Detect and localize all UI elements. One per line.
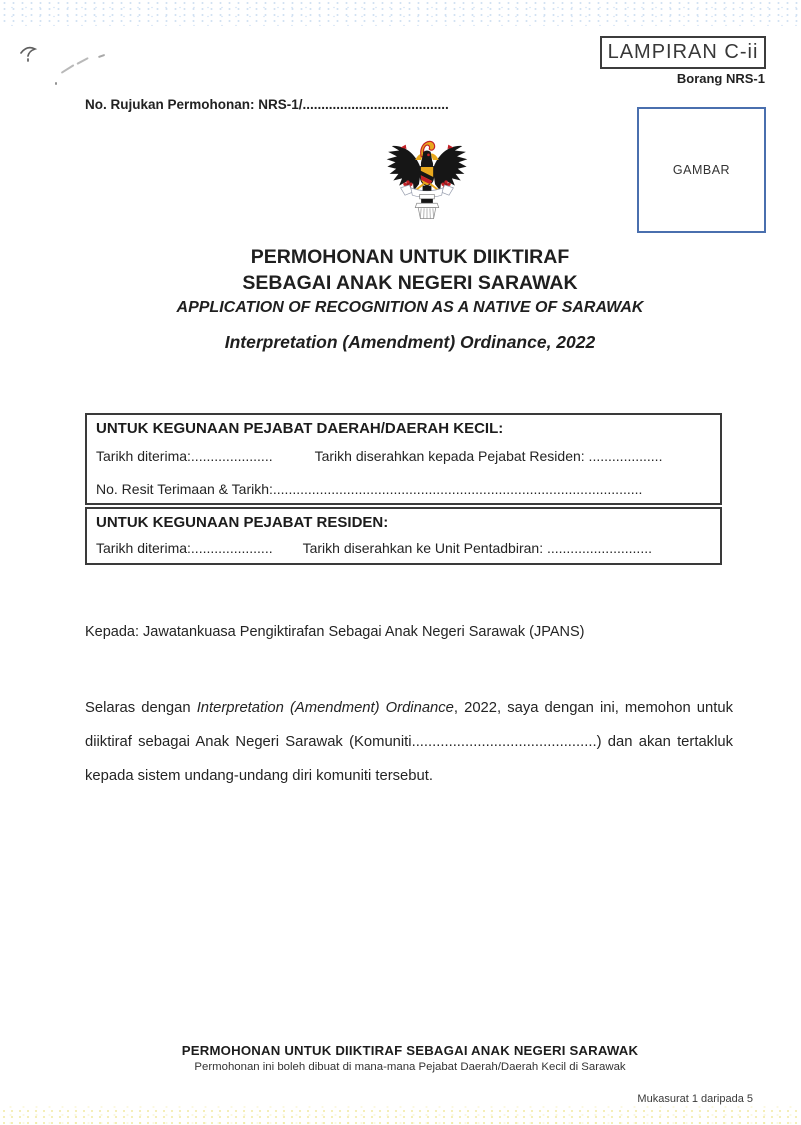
declaration-part3: , 2022, saya dengan ini, memohon untuk diiktiraf sebagai Anak Negeri Sarawak (Komuniti.............................................) dan akan tertakluk kepada sistem undang-undang diri komuniti tersebut. [85, 700, 733, 784]
application-reference-line: No. Rujukan Permohonan: NRS-1/....................................... [85, 97, 449, 112]
resident-received-date-field: Tarikh diterima:..................... [96, 540, 273, 556]
resident-office-heading: UNTUK KEGUNAAN PEJABAT RESIDEN: [96, 514, 389, 531]
declaration-paragraph [85, 691, 733, 793]
footer-subtitle: Permohonan ini boleh dibuat di mana-mana Pejabat Daerah/Daerah Kecil di Sarawak [194, 1061, 626, 1073]
sarawak-crest-icon [383, 134, 471, 230]
photo-placeholder-label: GAMBAR [672, 163, 731, 177]
form-code: Borang NRS-1 [676, 71, 765, 86]
district-office-heading: UNTUK KEGUNAAN PEJABAT DAERAH/DAERAH KECIL: [96, 420, 504, 437]
title-line2: SEBAGAI ANAK NEGERI SARAWAK [242, 272, 578, 294]
ordinance-title: Interpretation (Amendment) Ordinance, 2022 [224, 332, 596, 352]
declaration-part1: Selaras dengan [85, 700, 197, 716]
district-received-date-field: Tarikh diterima:..................... [96, 448, 273, 464]
footer-block [85, 1043, 735, 1073]
district-office-box [85, 413, 722, 505]
pen-mark-icon [18, 44, 40, 66]
scan-noise-bottom [0, 1106, 801, 1125]
photo-placeholder-box [637, 107, 766, 233]
district-receipt-no-field: No. Resit Terimaan & Tarikh:............................................................................................... [96, 481, 643, 497]
pencil-mark-icon [98, 54, 105, 58]
title-line1: PERMOHONAN UNTUK DIIKTIRAF [250, 246, 570, 268]
lampiran-label: LAMPIRAN C-ii [607, 41, 759, 63]
pencil-mark-icon [61, 64, 75, 73]
district-forwarded-resident-field: Tarikh diserahkan kepada Pejabat Residen: ................... [314, 448, 663, 464]
title-line3-english: APPLICATION OF RECOGNITION AS A NATIVE OF SARAWAK [176, 299, 644, 316]
resident-forwarded-admin-field: Tarikh diserahkan ke Unit Pentadbiran: ........................... [302, 540, 652, 556]
resident-office-box [85, 507, 722, 565]
page-number: Mukasurat 1 daripada 5 [637, 1093, 753, 1105]
scan-noise-top [0, 0, 801, 26]
addressee-line: Kepada: Jawatankuasa Pengiktirafan Sebagai Anak Negeri Sarawak (JPANS) [85, 624, 585, 640]
declaration-ordinance-italic: Interpretation (Amendment) Ordinance [196, 700, 454, 716]
lampiran-label-box [600, 36, 766, 69]
pencil-dot [55, 82, 57, 85]
title-block [85, 244, 735, 353]
pencil-mark-icon [76, 57, 88, 65]
footer-title: PERMOHONAN UNTUK DIIKTIRAF SEBAGAI ANAK NEGERI SARAWAK [181, 1043, 639, 1058]
